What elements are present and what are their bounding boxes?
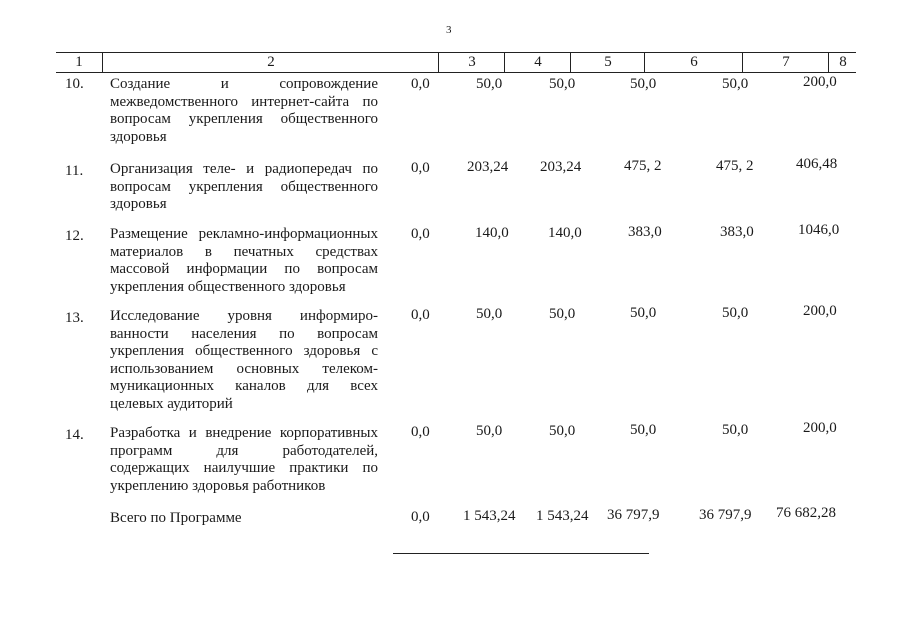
row-description [110, 161, 378, 214]
row-number: 13. [65, 310, 84, 326]
value-col-4: 50,0 [476, 306, 503, 322]
value-col-6: 50,0 [630, 422, 657, 438]
value-col-3: 0,0 [411, 76, 430, 92]
total-col-6: 36 797,9 [607, 507, 660, 523]
value-col-3: 0,0 [411, 226, 430, 242]
value-col-6: 383,0 [628, 224, 662, 240]
value-col-8: 200,0 [803, 420, 837, 436]
description-line: Разработка и внедрение корпоративных [110, 425, 378, 441]
description-line: Создание и сопровождение [110, 76, 378, 92]
total-label: Всего по Программе [110, 510, 242, 526]
description-line: здоровья [110, 196, 167, 212]
value-col-5: 203,24 [540, 159, 582, 175]
value-col-4: 50,0 [476, 76, 503, 92]
total-col-3: 0,0 [411, 509, 430, 525]
row-description [110, 76, 378, 146]
value-col-5: 50,0 [549, 306, 576, 322]
value-col-6: 475, 2 [624, 158, 662, 174]
description-line: целевых аудиторий [110, 395, 233, 412]
column-header-2: 2 [102, 53, 439, 72]
column-header-1: 1 [75, 54, 83, 70]
row-number: 10. [65, 76, 84, 92]
value-col-4: 140,0 [475, 225, 509, 241]
value-col-8: 200,0 [803, 74, 837, 90]
value-col-5: 50,0 [549, 76, 576, 92]
description-line: Размещение рекламно-информационных [110, 226, 378, 242]
description-line: использованием основных телеком- [110, 360, 378, 377]
column-header-6: 6 [644, 53, 743, 72]
total-col-7: 36 797,9 [699, 507, 752, 523]
value-col-4: 50,0 [476, 423, 503, 439]
value-col-5: 50,0 [549, 423, 576, 439]
description-line: муникационных каналов для всех [110, 378, 378, 394]
value-col-3: 0,0 [411, 307, 430, 323]
column-header-8: 8 [828, 53, 857, 72]
description-line: ванности населения по вопросам [110, 325, 378, 342]
description-line: Исследование уровня информиро- [110, 308, 378, 324]
row-number: 11. [65, 163, 84, 179]
row-number: 14. [65, 427, 84, 443]
column-header-4: 4 [504, 53, 571, 72]
description-line: укрепления общественного здоровья с [110, 343, 378, 359]
description-line: вопросам укрепления общественного [110, 178, 378, 195]
column-header-5: 5 [570, 53, 645, 72]
description-line: материалов в печатных средствах [110, 243, 378, 260]
description-line: Организация теле- и радиопередач по [110, 161, 378, 177]
value-col-6: 50,0 [630, 76, 657, 92]
value-col-7: 50,0 [722, 422, 749, 438]
description-line: межведомственного интернет-сайта по [110, 93, 378, 110]
page-number: 3 [446, 24, 452, 36]
table-header-row [56, 52, 856, 73]
column-header-7: 7 [742, 53, 829, 72]
description-line: здоровья [110, 128, 167, 145]
row-description [110, 425, 378, 495]
value-col-7: 475, 2 [716, 158, 754, 174]
value-col-7: 383,0 [720, 224, 754, 240]
value-col-3: 0,0 [411, 160, 430, 176]
row-description [110, 226, 378, 296]
total-col-8: 76 682,28 [776, 505, 836, 521]
description-line: укреплению здоровья работников [110, 477, 326, 494]
value-col-3: 0,0 [411, 424, 430, 440]
column-header-3: 3 [438, 53, 505, 72]
row-number: 12. [65, 228, 84, 244]
description-line: вопросам укрепления общественного [110, 111, 378, 127]
value-col-7: 50,0 [722, 76, 749, 92]
value-col-5: 140,0 [548, 225, 582, 241]
end-of-document-rule [393, 553, 649, 554]
row-description [110, 308, 378, 413]
value-col-6: 50,0 [630, 305, 657, 321]
value-col-7: 50,0 [722, 305, 749, 321]
description-line: укрепления общественного здоровья [110, 278, 346, 295]
description-line: массовой информации по вопросам [110, 261, 378, 277]
total-col-4: 1 543,24 [463, 508, 516, 524]
description-line: программ для работодателей, [110, 442, 378, 459]
description-line: содержащих наилучшие практики по [110, 460, 378, 476]
total-col-5: 1 543,24 [536, 508, 589, 524]
value-col-8: 406,48 [796, 156, 838, 172]
value-col-4: 203,24 [467, 159, 509, 175]
value-col-8: 1046,0 [798, 222, 840, 238]
value-col-8: 200,0 [803, 303, 837, 319]
